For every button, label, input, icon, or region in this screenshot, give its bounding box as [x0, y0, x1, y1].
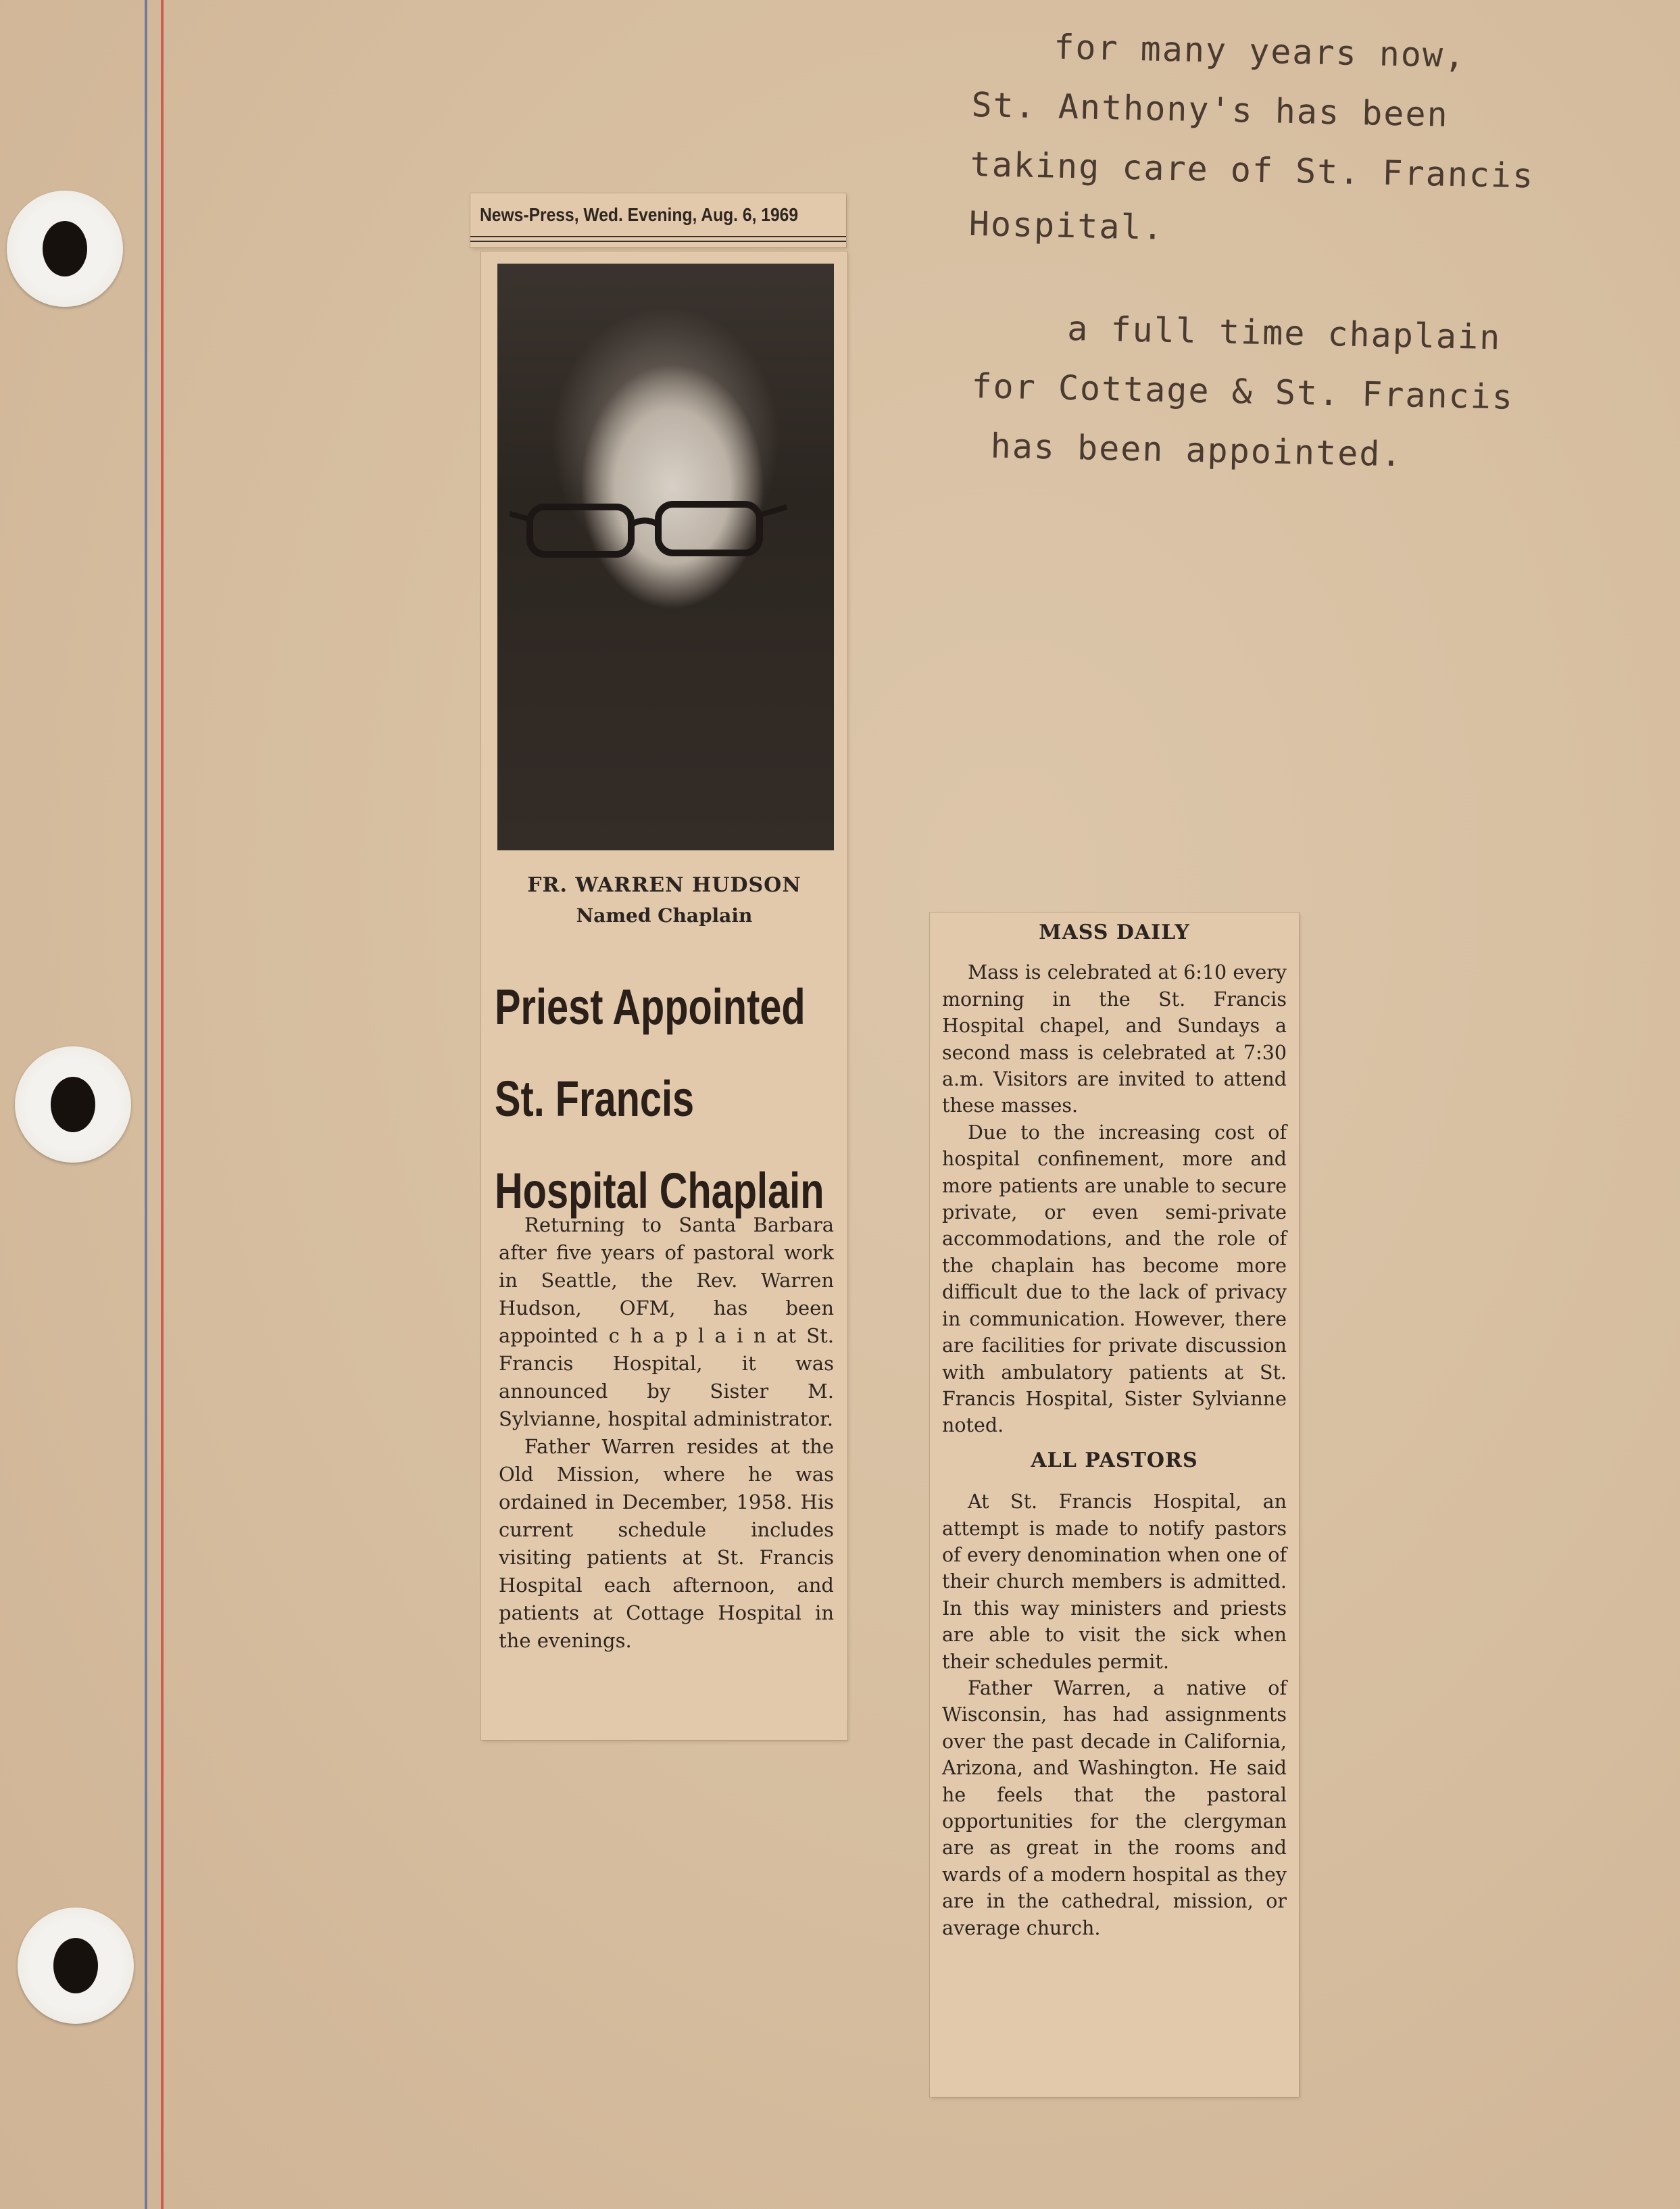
headline-line: Priest Appointed	[495, 979, 806, 1035]
subhead-all-pastors: ALL PASTORS	[1031, 1448, 1198, 1472]
article-clipping-continued	[930, 913, 1299, 2097]
portrait-photo	[497, 264, 834, 850]
dateline-clipping	[470, 193, 846, 247]
binder-hole-reinforcement-middle	[15, 1046, 131, 1163]
headline-line: St. Francis	[495, 1071, 695, 1127]
handwritten-line: has been appointed.	[990, 426, 1404, 475]
headline-line: Hospital Chaplain	[495, 1163, 824, 1219]
dateline-rule	[470, 236, 846, 242]
handwritten-line: Hospital.	[968, 203, 1165, 247]
handwritten-note-2	[969, 307, 1662, 500]
binder-hole	[43, 221, 87, 276]
binder-hole-reinforcement-top	[7, 191, 123, 307]
handwritten-note-1	[968, 26, 1662, 278]
newspaper-dateline: News-Press, Wed. Evening, Aug. 6, 1969	[480, 204, 799, 225]
margin-line-blue	[145, 0, 147, 2209]
eyeglasses-graphic	[510, 487, 793, 568]
article-paragraph: Mass is celebrated at 6:10 every morning in the St. Francis Hospital chapel, and Sundays a second mass is celebrated at 7:30 a.m. Visitors are invited to attend these masses.	[942, 961, 1287, 1117]
photo-caption-name: FR. WARREN HUDSON	[527, 873, 801, 897]
article-paragraph: At St. Francis Hospital, an attempt is made to notify pastors of every denomination when one of their church members is admitted. In this way ministers and priests are able to visit the sick when their schedules permit.	[942, 1490, 1287, 1673]
article-body-right	[942, 919, 1287, 1941]
article-paragraph: Returning to Santa Barbara after five years of pastoral work in Seattle, the Rev. Warren Hudson, OFM, has been appointed c h a p l a i n at St. Francis Hospital, it was announced by Sister M. Sylvianne, hospital administrator.	[499, 1213, 834, 1430]
article-headline	[495, 961, 824, 1237]
margin-line-red	[161, 0, 164, 2209]
article-paragraph: Father Warren resides at the Old Mission, where he was ordained in December, 1958. His current schedule includes visiting patients at St. Francis Hospital each afternoon, and patients at Cottage Hospital in the evenings.	[499, 1435, 834, 1652]
handwritten-line: for Cottage & St. Francis	[970, 366, 1514, 417]
binder-hole-reinforcement-bottom	[18, 1908, 134, 2024]
handwritten-line: St. Anthony's has been	[970, 84, 1450, 135]
article-clipping-main	[481, 251, 847, 1740]
photo-caption-subtitle: Named Chaplain	[576, 904, 753, 927]
article-paragraph: Father Warren, a native of Wisconsin, has had assignments over the past decade in California, Arizona, and Washington. He said he feels that the pastoral opportunities for the clergyman are as great in the rooms and wards of a modern hospital as they are in the cathedral, mission, or average church.	[942, 1676, 1287, 1939]
handwritten-line: taking care of St. Francis	[970, 144, 1535, 196]
handwritten-line: for many years now,	[1053, 27, 1466, 76]
article-body-left	[499, 1211, 834, 1655]
subhead-mass-daily: MASS DAILY	[1039, 921, 1190, 944]
article-paragraph: Due to the increasing cost of hospital confinement, more and more patients are unable to secure private, or even semi-private accommodations, and the role of the chaplain has become more difficult due to the lack of privacy in communication. However, there are facilities for private discussion with ambulatory patients at St. Francis Hospital, Sister Sylvianne noted.	[942, 1121, 1287, 1437]
binder-hole	[53, 1938, 98, 1993]
binder-hole	[51, 1077, 95, 1132]
handwritten-line: a full time chaplain	[1066, 308, 1502, 358]
